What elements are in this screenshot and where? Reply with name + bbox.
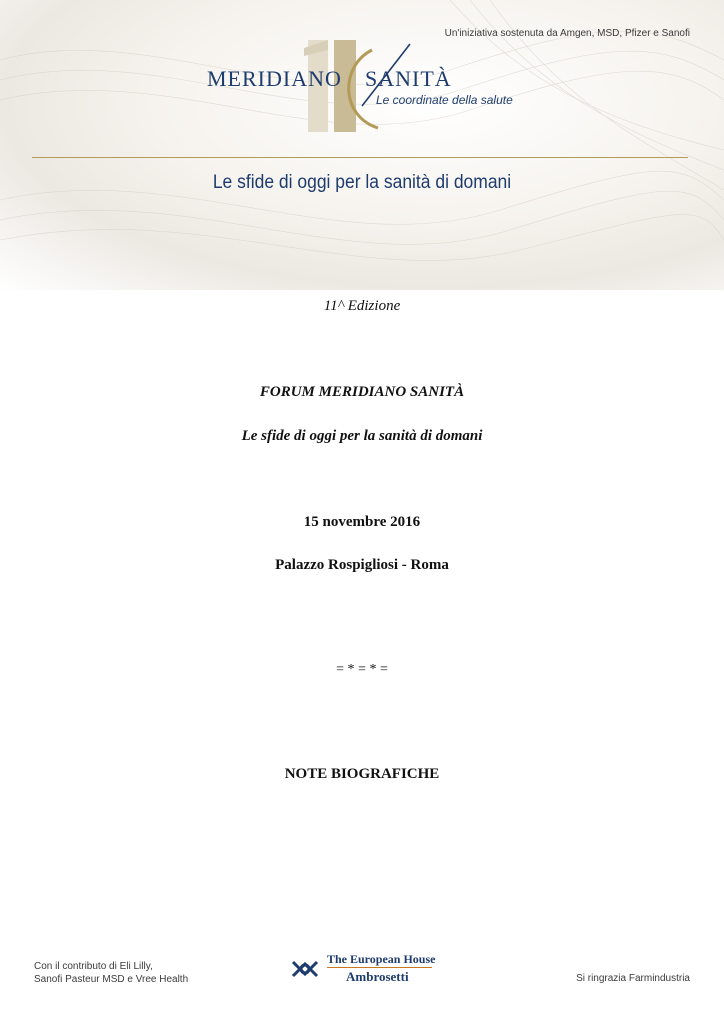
teha-mark-icon	[290, 954, 322, 984]
brand-name-left: MERIDIANO	[207, 66, 342, 91]
sponsor-line: Un'iniziativa sostenuta da Amgen, MSD, Pfizer e Sanofi	[444, 28, 690, 39]
footer-contributors-line2: Sanofi Pasteur MSD e Vree Health	[34, 974, 189, 985]
partner-divider	[327, 967, 432, 968]
footer-contributors	[34, 960, 188, 986]
section-heading: NOTE BIOGRAFICHE	[284, 766, 440, 782]
brand-tagline: Le coordinate della salute	[376, 93, 513, 107]
header-title: Le sfide di oggi per la sanità di domani	[212, 172, 512, 193]
separator: = * = * =	[336, 662, 388, 677]
footer-thanks: Si ringrazia Farmindustria	[576, 973, 690, 984]
forum-title: FORUM MERIDIANO SANITÀ	[259, 384, 465, 400]
header-divider	[32, 157, 688, 158]
event-date: 15 novembre 2016	[303, 514, 421, 530]
partner-name-top: The European House	[327, 952, 436, 966]
forum-subtitle: Le sfide di oggi per la sanità di domani	[241, 428, 483, 444]
event-venue: Palazzo Rospigliosi - Roma	[275, 557, 449, 573]
footer-contributors-line1: Con il contributo di Eli Lilly,	[34, 961, 153, 972]
brand-name-right: SANITÀ	[365, 66, 452, 91]
partner-logo	[290, 952, 440, 988]
edition-text: 11^ Edizione	[323, 298, 401, 314]
partner-name-bottom: Ambrosetti	[346, 969, 409, 984]
